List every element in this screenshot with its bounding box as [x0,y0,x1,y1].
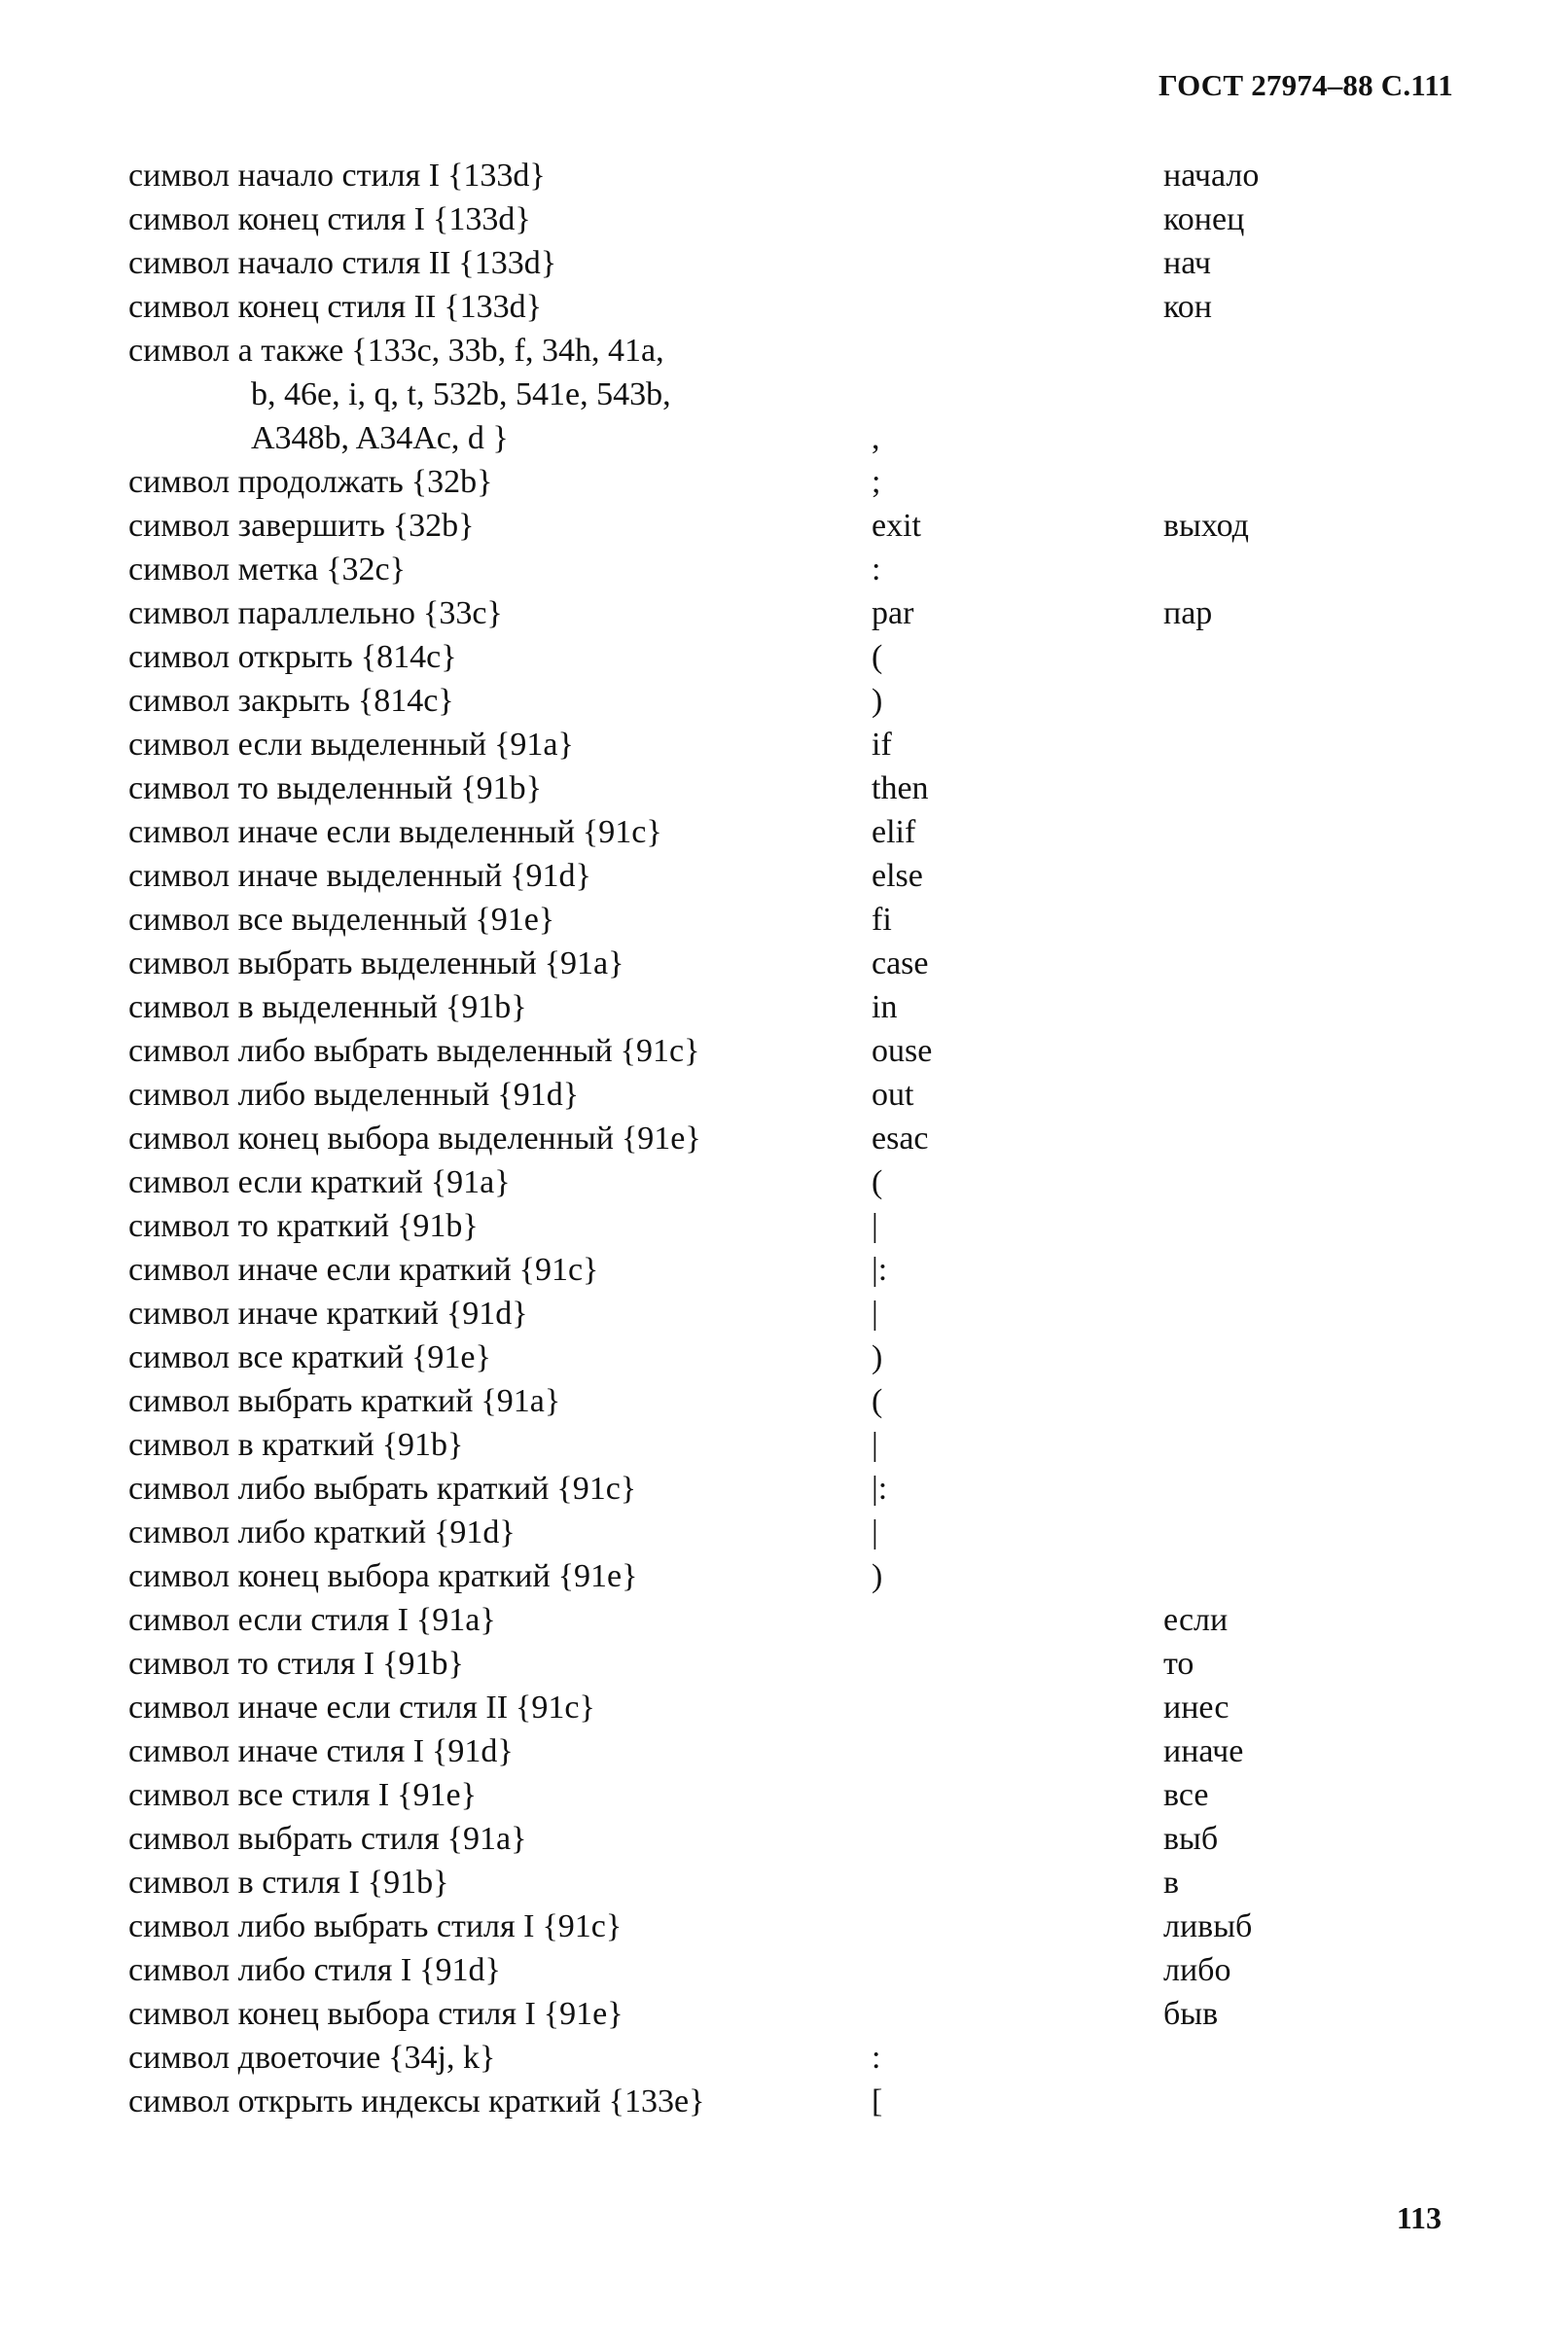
symbol-description [128,197,531,241]
symbol-alternative: в [1163,1865,1180,1901]
symbol-name: символ либо стиля I [128,1952,412,1988]
page-number: 113 [1396,2200,1442,2235]
symbol-alternative: кон [1163,289,1212,325]
symbol-description [128,154,546,197]
symbol-description [128,1905,622,1948]
symbol-row [0,679,1568,723]
symbol-representation: case [872,945,929,981]
symbol-name: символ все выделенный [128,902,468,938]
symbol-row [0,1204,1568,1248]
symbol-description [128,2036,495,2080]
symbol-representation: | [872,1296,878,1332]
symbol-row [0,1598,1568,1642]
symbol-representation: |: [872,1252,888,1288]
symbol-description [128,1073,579,1117]
symbol-reference: {91d} [445,1296,528,1332]
symbol-name: символ если выделенный [128,727,487,763]
symbol-description [128,1379,560,1423]
symbol-name: символ а также [128,333,344,369]
symbol-row [0,1423,1568,1467]
symbol-alternative: выход [1163,508,1249,544]
symbol-description [128,679,454,723]
symbol-reference: {91e} [397,1777,477,1813]
symbol-description [128,1335,491,1379]
symbol-name: символ иначе краткий [128,1296,439,1332]
symbol-alternative: инес [1163,1690,1229,1726]
symbol-row [0,898,1568,942]
symbol-row [0,1817,1568,1861]
symbol-representation: ( [872,1164,883,1200]
symbol-reference: b, 46e, i, q, t, 532b, 541e, 543b, [251,376,671,412]
symbol-reference: {91e} [411,1339,491,1375]
symbol-description [128,1992,624,2036]
symbol-description [128,548,406,591]
symbol-alternative: конец [1163,201,1245,237]
symbol-reference: {91e} [557,1558,638,1594]
symbol-name: символ иначе если стиля II [128,1690,509,1726]
symbol-row [0,1773,1568,1817]
symbol-alternative: либо [1163,1952,1231,1988]
symbol-alternative: начало [1163,158,1260,194]
symbol-reference: {91c} [620,1033,700,1069]
symbol-reference: {814c} [360,639,457,675]
symbol-row [0,1554,1568,1598]
symbol-representation: : [872,2040,881,2076]
symbol-alternative: все [1163,1777,1209,1813]
symbol-name: символ открыть [128,639,353,675]
symbol-name: символ открыть индексы краткий [128,2083,601,2119]
symbol-representation: fi [872,902,892,938]
symbol-row [0,1248,1568,1292]
symbol-description [128,1248,598,1292]
symbol-representation: ) [872,1558,883,1594]
symbol-row [0,1686,1568,1729]
symbol-description [128,1861,448,1905]
symbol-description [128,329,664,373]
symbol-representation: exit [872,508,921,544]
symbol-description [128,810,662,854]
symbol-description [128,285,542,329]
symbol-alternative: иначе [1163,1733,1244,1769]
symbol-row [0,197,1568,241]
symbol-reference: {91d} [510,858,591,894]
symbol-alternative: ливыб [1163,1908,1253,1944]
symbol-description [128,1948,501,1992]
symbol-row [0,1948,1568,1992]
symbol-reference: {91c} [516,1690,595,1726]
symbol-description [128,2080,704,2123]
symbol-row [0,329,1568,373]
symbol-reference: {91d} [419,1952,501,1988]
symbol-representation: , [872,420,880,456]
symbol-row [0,723,1568,766]
symbol-row [0,154,1568,197]
symbol-row [0,1335,1568,1379]
symbol-reference: {91d} [497,1077,580,1113]
symbol-name: символ то стиля I [128,1646,375,1682]
symbol-alternative: пар [1163,595,1213,631]
symbol-alternative: то [1163,1646,1194,1682]
symbol-reference: {91b} [397,1208,479,1244]
symbol-name: символ конец выбора выделенный [128,1121,614,1157]
symbol-reference: {91e} [475,902,555,938]
symbol-name: символ двоеточие [128,2040,381,2076]
symbol-reference: {34j, k} [388,2040,496,2076]
symbol-name: символ если краткий [128,1164,423,1200]
symbol-reference: {91c} [556,1471,637,1507]
symbol-row [0,591,1568,635]
symbol-reference: {32b} [392,508,475,544]
symbol-name: символ либо краткий [128,1514,427,1550]
symbol-description [128,898,554,942]
symbol-reference: {91a} [544,945,624,981]
symbol-name: символ конец выбора стиля I [128,1996,536,2032]
symbol-reference: {133d} [447,158,546,194]
symbol-name: символ либо выбрать выделенный [128,1033,613,1069]
symbol-reference: {91c} [582,814,662,850]
symbol-row [0,1992,1568,2036]
symbol-reference: {133d} [458,245,557,281]
symbol-row [0,241,1568,285]
symbol-description [128,1467,636,1511]
symbol-reference: {91b} [381,1427,464,1463]
symbol-row [0,285,1568,329]
symbol-name: символ начало стиля I [128,158,441,194]
symbol-name: символ начало стиля II [128,245,451,281]
symbol-row [0,1729,1568,1773]
symbol-representation: then [872,770,929,806]
symbol-alternative: быв [1163,1996,1219,2032]
symbol-row [0,1642,1568,1686]
symbol-reference: {91a} [494,727,574,763]
symbol-row [0,1861,1568,1905]
symbol-row [0,854,1568,898]
symbol-name: символ в выделенный [128,989,438,1025]
symbol-reference: {91c} [542,1908,623,1944]
symbol-representation: ( [872,1383,883,1419]
symbol-description [251,373,671,416]
symbol-name: символ завершить [128,508,385,544]
symbol-reference: {133e} [608,2083,705,2119]
symbol-reference: {91d} [434,1514,516,1550]
symbol-representation: out [872,1077,914,1113]
symbol-name: символ иначе если выделенный [128,814,575,850]
symbol-reference: {91b} [367,1865,449,1901]
symbol-row [0,1905,1568,1948]
symbol-row [0,1029,1568,1073]
symbol-representation: : [872,552,881,588]
symbol-representation: elif [872,814,916,850]
symbol-name: символ метка [128,552,319,588]
symbol-description [128,1729,514,1773]
symbol-alternative: если [1163,1602,1229,1638]
symbol-row [0,1511,1568,1554]
symbol-name: символ в краткий [128,1427,374,1463]
page-header: ГОСТ 27974–88 С.111 [1158,68,1453,102]
symbol-alternative: выб [1163,1821,1219,1857]
symbol-name: символ все краткий [128,1339,405,1375]
symbol-representation: | [872,1208,878,1244]
symbol-name: символ конец выбора краткий [128,1558,551,1594]
symbol-description [128,591,503,635]
symbol-description [128,1642,464,1686]
symbol-row [0,1073,1568,1117]
symbol-description [128,1117,701,1160]
symbol-row [0,2036,1568,2080]
symbol-description [128,1423,463,1467]
symbol-row [0,635,1568,679]
symbol-representation: par [872,595,914,631]
symbol-description [251,416,509,460]
symbol-representation: [ [872,2083,883,2119]
symbol-name: символ закрыть [128,683,350,719]
symbol-reference: A348b, A34Ac, d } [251,420,509,456]
symbol-representation: esac [872,1121,929,1157]
symbol-name: символ продолжать [128,464,404,500]
symbol-representation: ) [872,683,883,719]
symbol-name: символ выбрать выделенный [128,945,537,981]
symbol-alternative: нач [1163,245,1212,281]
symbol-reference: {133d} [433,201,531,237]
symbol-description [128,942,624,985]
symbol-name: символ иначе стиля I [128,1733,425,1769]
symbol-representation: ouse [872,1033,933,1069]
symbol-representation: ( [872,639,883,675]
symbol-representation: in [872,989,898,1025]
symbol-name: символ выбрать краткий [128,1383,474,1419]
symbol-row [0,373,1568,416]
symbol-reference: {91b} [382,1646,464,1682]
symbol-representation: |: [872,1471,888,1507]
symbol-row [0,504,1568,548]
symbol-row [0,1117,1568,1160]
symbol-reference: {133c, 33b, f, 34h, 41a, [351,333,664,369]
symbol-reference: {91d} [432,1733,514,1769]
symbol-reference: {91a} [415,1602,496,1638]
symbol-description [128,985,527,1029]
symbol-name: символ конец стиля II [128,289,437,325]
symbol-representation: | [872,1514,878,1550]
symbol-name: символ иначе если краткий [128,1252,512,1288]
symbol-name: символ либо выбрать краткий [128,1471,550,1507]
symbol-row [0,2080,1568,2123]
symbol-name: символ либо выделенный [128,1077,490,1113]
symbol-description [128,635,457,679]
symbol-row [0,1160,1568,1204]
symbol-name: символ все стиля I [128,1777,390,1813]
symbol-description [128,1773,477,1817]
symbol-representation: ) [872,1339,883,1375]
symbol-reference: {91a} [430,1164,511,1200]
symbol-name: символ либо выбрать стиля I [128,1908,535,1944]
symbol-description [128,504,475,548]
symbol-table [0,154,1568,2123]
symbol-reference: {91b} [445,989,527,1025]
symbol-representation: | [872,1427,878,1463]
symbol-description [128,1554,637,1598]
symbol-reference: {91a} [446,1821,527,1857]
symbol-row [0,985,1568,1029]
symbol-description [128,1817,526,1861]
symbol-row [0,942,1568,985]
symbol-row [0,1467,1568,1511]
symbol-description [128,1029,699,1073]
symbol-reference: {91a} [481,1383,561,1419]
symbol-name: символ иначе выделенный [128,858,503,894]
symbol-representation: if [872,727,892,763]
symbol-description [128,1204,479,1248]
symbol-name: символ конец стиля I [128,201,425,237]
symbol-row [0,416,1568,460]
symbol-description [128,1686,595,1729]
symbol-reference: {33c} [423,595,503,631]
symbol-name: символ то выделенный [128,770,453,806]
symbol-description [128,1598,496,1642]
symbol-row [0,548,1568,591]
symbol-name: символ то краткий [128,1208,390,1244]
symbol-description [128,1511,516,1554]
symbol-row [0,460,1568,504]
symbol-reference: {133d} [444,289,542,325]
symbol-name: символ если стиля I [128,1602,409,1638]
symbol-reference: {32b} [410,464,493,500]
symbol-row [0,766,1568,810]
symbol-description [128,460,492,504]
symbol-reference: {91e} [543,1996,624,2032]
symbol-description [128,1292,528,1335]
symbol-row [0,1292,1568,1335]
symbol-reference: {91e} [621,1121,701,1157]
symbol-row [0,1379,1568,1423]
symbol-description [128,854,591,898]
symbol-representation: ; [872,464,881,500]
symbol-name: символ в стиля I [128,1865,360,1901]
symbol-description [128,766,542,810]
symbol-reference: {32c} [326,552,406,588]
symbol-row [0,810,1568,854]
symbol-reference: {91c} [518,1252,599,1288]
symbol-name: символ выбрать стиля [128,1821,440,1857]
symbol-description [128,241,556,285]
symbol-reference: {91b} [460,770,542,806]
symbol-name: символ параллельно [128,595,416,631]
symbol-representation: else [872,858,923,894]
symbol-description [128,1160,511,1204]
symbol-description [128,723,574,766]
symbol-reference: {814c} [357,683,454,719]
